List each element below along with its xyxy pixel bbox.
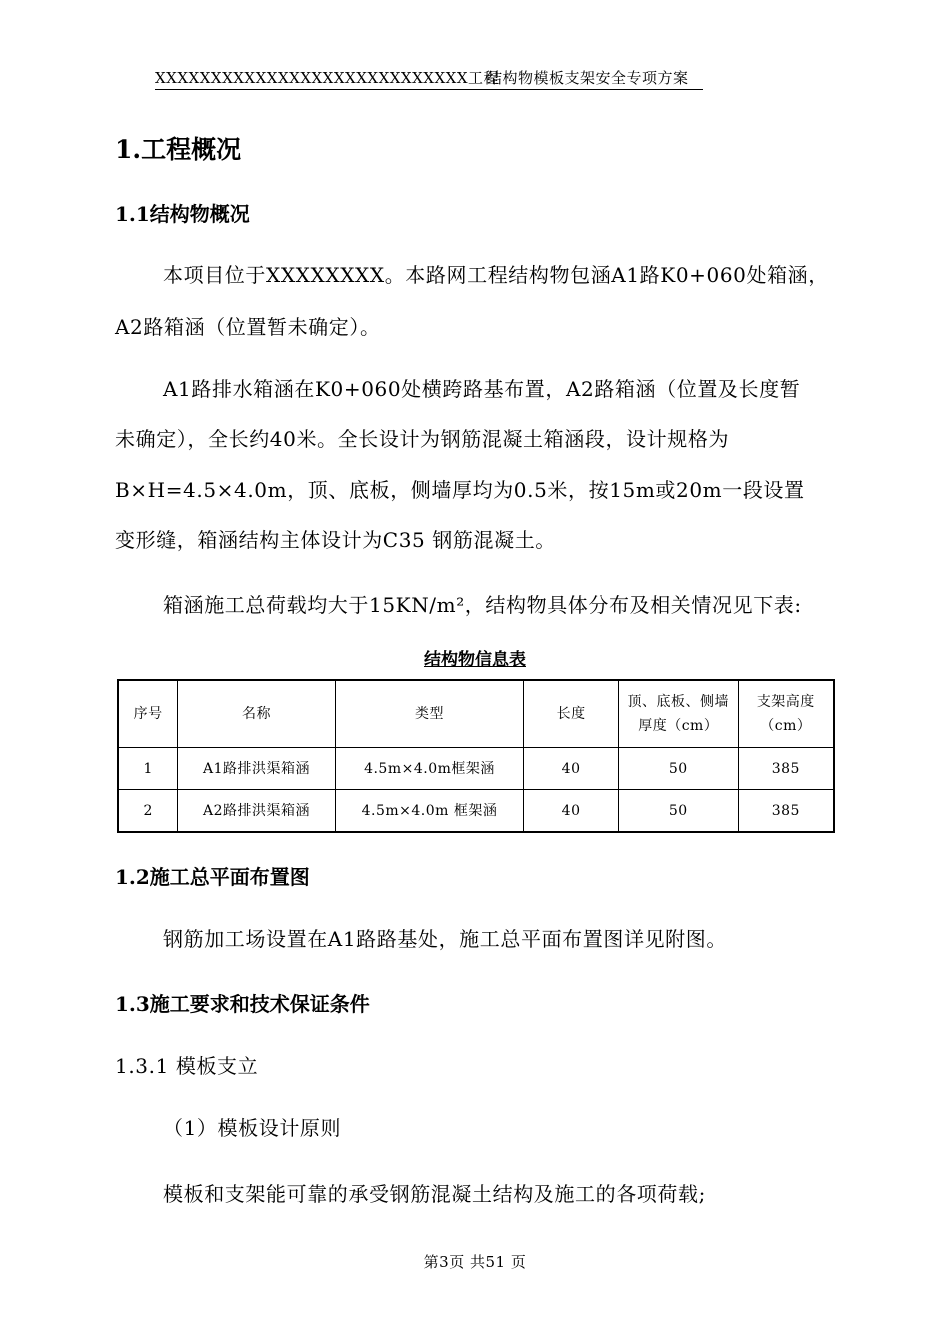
structure-info-table bbox=[117, 679, 835, 833]
table-row bbox=[118, 748, 834, 790]
table-cell: 4.5m×4.0m 框架涵 bbox=[335, 790, 524, 833]
table-cell: 50 bbox=[618, 748, 738, 790]
paragraph-line: A2路箱涵（位置暂未确定）。 bbox=[115, 315, 381, 339]
paragraph-line: 钢筋加工场设置在A1路路基处，施工总平面布置图详见附图。 bbox=[163, 927, 727, 951]
table-header-cell: 类型 bbox=[335, 680, 524, 748]
header-project-name: XXXXXXXXXXXXXXXXXXXXXXXXXXXX工程 bbox=[155, 69, 500, 87]
section-title-1: 1.工程概况 bbox=[115, 135, 242, 164]
table-header-cell: 名称 bbox=[178, 680, 335, 748]
paragraph-line: 未确定），全长约40米。全长设计为钢筋混凝土箱涵段，设计规格为 bbox=[115, 427, 730, 451]
table-cell: 2 bbox=[118, 790, 178, 833]
table-header-cell: 序号 bbox=[118, 680, 178, 748]
page-header bbox=[155, 67, 703, 90]
table-header-cell: 支架高度（cm） bbox=[738, 680, 834, 748]
section-title-1-1: 1.1结构物概况 bbox=[115, 202, 250, 226]
table-row bbox=[118, 790, 834, 833]
table-header-cell: 顶、底板、侧墙厚度（cm） bbox=[618, 680, 738, 748]
table-cell: 4.5m×4.0m框架涵 bbox=[335, 748, 524, 790]
table-cell: 50 bbox=[618, 790, 738, 833]
table-caption: 结构物信息表 bbox=[424, 650, 526, 670]
table-cell: 1 bbox=[118, 748, 178, 790]
paragraph-line: 本项目位于XXXXXXXX。本路网工程结构物包涵A1路K0+060处箱涵， bbox=[163, 263, 829, 287]
list-item-heading: （1）模板设计原则 bbox=[163, 1116, 342, 1140]
section-title-1-2: 1.2施工总平面布置图 bbox=[115, 865, 310, 889]
table-cell: 385 bbox=[738, 748, 834, 790]
table-header-row bbox=[118, 680, 834, 748]
table-cell: 40 bbox=[524, 790, 619, 833]
paragraph-line: A1路排水箱涵在K0+060处横跨路基布置，A2路箱涵（位置及长度暂 bbox=[163, 377, 801, 401]
table-cell: 385 bbox=[738, 790, 834, 833]
paragraph-line: 箱涵施工总荷载均大于15KN/m²，结构物具体分布及相关情况见下表: bbox=[163, 593, 802, 617]
table-cell: A1路排洪渠箱涵 bbox=[178, 748, 335, 790]
table-header-cell: 长度 bbox=[524, 680, 619, 748]
paragraph-line: 模板和支架能可靠的承受钢筋混凝土结构及施工的各项荷载; bbox=[163, 1182, 706, 1206]
page-number-footer: 第3页 共51 页 bbox=[423, 1253, 527, 1271]
table-cell: A2路排洪渠箱涵 bbox=[178, 790, 335, 833]
table-cell: 40 bbox=[524, 748, 619, 790]
section-title-1-3: 1.3施工要求和技术保证条件 bbox=[115, 992, 370, 1016]
header-document-title: 结构物模板支架安全专项方案 bbox=[487, 69, 689, 87]
paragraph-line: 变形缝，箱涵结构主体设计为C35 钢筋混凝土。 bbox=[115, 528, 556, 552]
subsection-title-1-3-1: 1.3.1 模板支立 bbox=[115, 1054, 259, 1078]
paragraph-line: B×H=4.5×4.0m，顶、底板，侧墙厚均为0.5米，按15m或20m一段设置 bbox=[115, 478, 805, 502]
